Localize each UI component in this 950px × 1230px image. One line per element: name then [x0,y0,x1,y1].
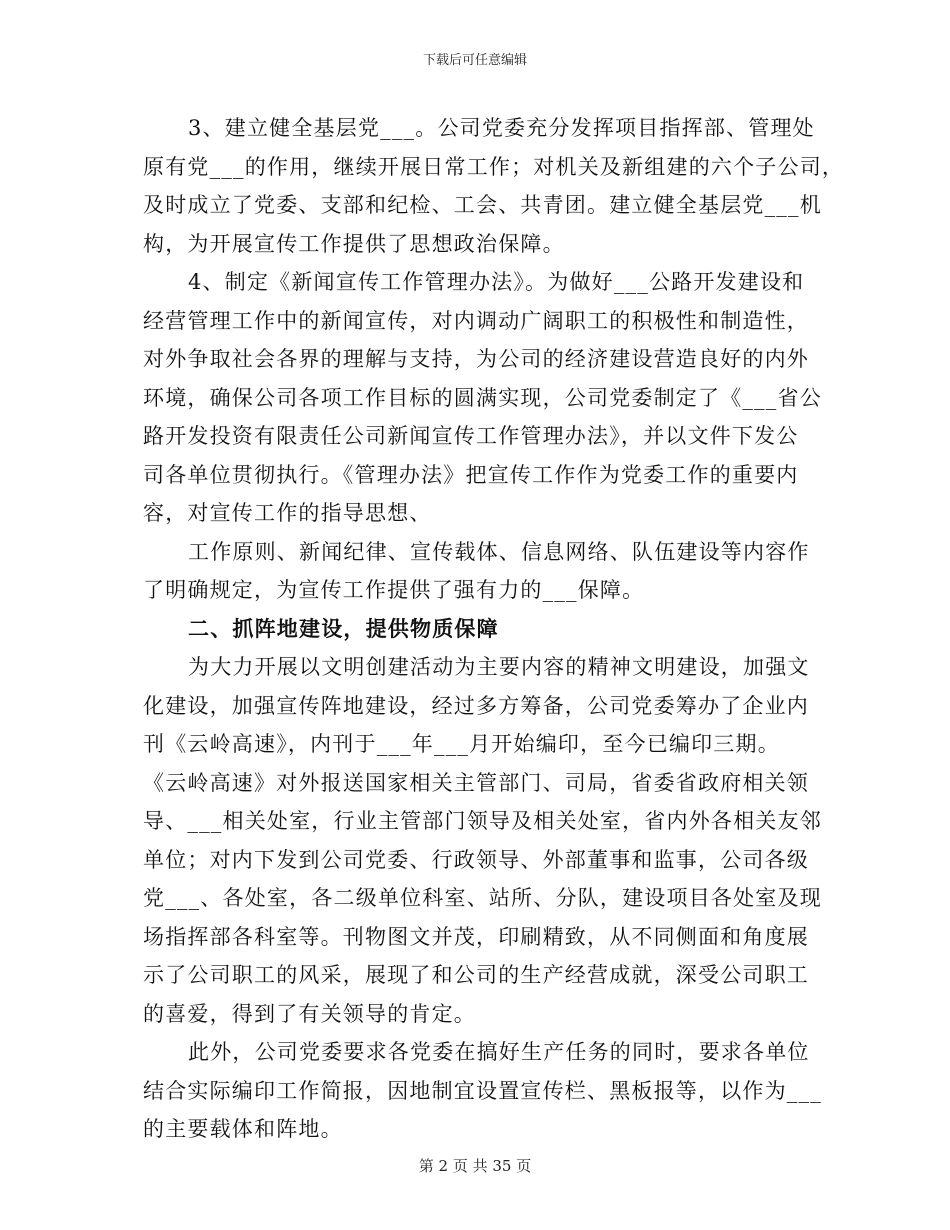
paragraph-line: 环境，确保公司各项工作目标的圆满实现，公司党委制定了《___省公 [143,385,822,410]
paragraph-line: 的主要载体和阵地。 [143,1117,343,1141]
page-header-note: 下载后可任意编辑 [422,53,527,68]
paragraph-line: 容，对宣传工作的指导思想、 [143,501,432,525]
paragraph-line: 经营管理工作中的新闻宣传，对内调动广阔职工的积极性和制造性， [143,308,809,333]
section-heading: 二、抓阵地建设，提供物质保障 [188,615,499,641]
page-number: 第 2 页 共 35 页 [418,1157,532,1175]
paragraph-line: 工作原则、新闻纪律、宣传载体、信息网络、队伍建设等内容作 [188,539,810,564]
paragraph-line: 构，为开展宣传工作提供了思想政治保障。 [143,231,565,256]
paragraph-line: 化建设，加强宣传阵地建设，经过多方筹备，公司党委筹办了企业内 [143,693,809,718]
paragraph-line: 示了公司职工的风采，展现了和公司的生产经营成就，深受公司职工 [143,963,809,987]
paragraph-line: 原有党___的作用，继续开展日常工作；对机关及新组建的六个子公司， [143,154,845,179]
paragraph-line: 的喜爱，得到了有关领导的肯定。 [143,1001,476,1026]
paragraph-line: 单位；对内下发到公司党委、行政领导、外部董事和监事，公司各级 [143,847,809,872]
paragraph-line: 为大力开展以文明创建活动为主要内容的精神文明建设，加强文 [188,655,810,679]
paragraph-line: 此外，公司党委要求各党委在搞好生产任务的同时，要求各单位 [188,1040,810,1064]
paragraph-line: 《云岭高速》对外报送国家相关主管部门、司局，省委省政府相关领 [143,770,809,795]
paragraph-line: 及时成立了党委、支部和纪检、工会、共青团。建立健全基层党___机 [143,193,822,217]
paragraph-line: 党___、各处室，各二级单位科室、站所、分队，建设项目各处室及现 [143,886,822,910]
paragraph-line: 了明确规定，为宣传工作提供了强有力的___保障。 [143,578,645,602]
paragraph-line: 刊《云岭高速》，内刊于___年___月开始编印，至今已编印三期。 [143,732,780,756]
paragraph-line: 场指挥部各科室等。刊物图文并茂，印刷精致，从不同侧面和角度展 [143,924,809,949]
paragraph-line: 4、制定《新闻宣传工作管理办法》。为做好___公路开发建设和 [188,270,805,294]
paragraph-line: 结合实际编印工作简报，因地制宜设置宣传栏、黑板报等，以作为___ [143,1078,822,1103]
paragraph-line: 导、___相关处室，行业主管部门领导及相关处室，省内外各相关友邻 [143,809,822,833]
paragraph-line: 3、建立健全基层党___。公司党委充分发挥项目指挥部、管理处 [188,116,815,140]
paragraph-line: 对外争取社会各界的理解与支持，为公司的经济建设营造良好的内外 [143,347,809,371]
document-body [143,109,845,1149]
paragraph-line: 司各单位贯彻执行。《管理办法》把宣传工作作为党委工作的重要内 [143,462,799,487]
paragraph-line: 路开发投资有限责任公司新闻宣传工作管理办法》，并以文件下发公 [143,424,799,448]
